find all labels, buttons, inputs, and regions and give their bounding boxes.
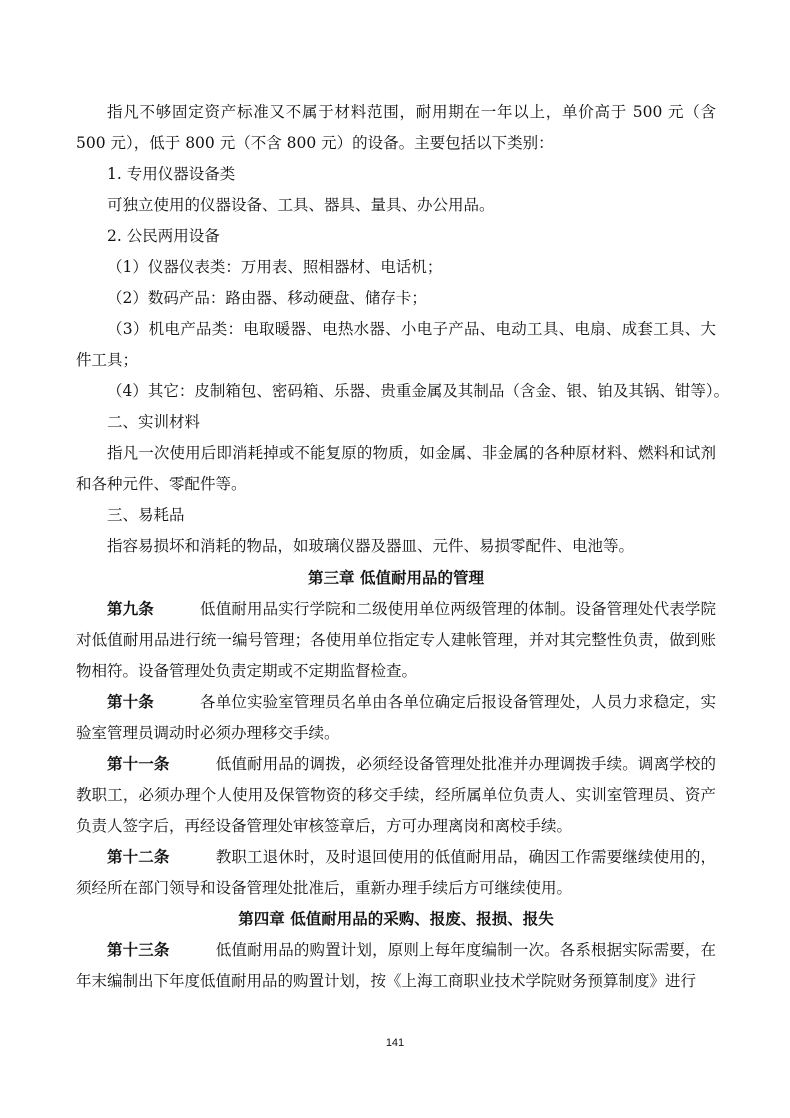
paragraph-item-3: （3）机电产品类：电取暖器、电热水器、小电子产品、电动工具、电扇、成套工具、大件工具；	[76, 320, 716, 369]
paragraph-category-1: 1. 专用仪器设备类	[107, 165, 236, 183]
paragraph-definition: 指凡不够固定资产标准又不属于材料范围，耐用期在一年以上，单价高于 500 元（含 500 元），低于 800 元（不含 800 元）的设备。主要包括以下类别：	[76, 103, 716, 152]
article-label: 第十条	[107, 692, 154, 711]
article-label: 第十二条	[107, 847, 170, 866]
chapter-3-title: 第三章 低值耐用品的管理	[308, 568, 484, 587]
paragraph-category-1-desc: 可独立使用的仪器设备、工具、器具、量具、办公用品。	[107, 196, 495, 214]
article-text: 低值耐用品的购置计划，原则上每年度编制一次。各系根据实际需要，在年末编制出下年度低值耐用品的购置计划，按《上海工商职业技术学院财务预算制度》进行	[76, 941, 716, 990]
article-text: 教职工退休时，及时退回使用的低值耐用品，确因工作需要继续使用的，须经所在部门领导和设备管理处批准后，重新办理手续后方可继续使用。	[76, 848, 716, 897]
page-number: 141	[385, 1037, 405, 1049]
section-heading-training-materials: 二、实训材料	[107, 413, 201, 431]
article-9	[76, 593, 716, 687]
chapter-4-title: 第四章 低值耐用品的采购、报废、报损、报失	[238, 909, 554, 928]
paragraph-training-materials: 指凡一次使用后即消耗掉或不能复原的物质，如金属、非金属的各种原材料、燃料和试剂和各种元件、零配件等。	[76, 444, 716, 493]
paragraph-item-1: （1）仪器仪表类：万用表、照相器材、电话机；	[107, 258, 443, 276]
article-text: 低值耐用品实行学院和二级使用单位两级管理的体制。设备管理处代表学院对低值耐用品进行统一编号管理；各使用单位指定专人建帐管理，并对其完整性负责，做到账物相符。设备管理处负责定期或不定期监督检查。	[76, 600, 716, 680]
article-text: 各单位实验室管理员名单由各单位确定后报设备管理处，人员力求稳定，实验室管理员调动时必须办理移交手续。	[76, 693, 716, 742]
paragraph-consumables: 指容易损坏和消耗的物品，如玻璃仪器及器皿、元件、易损零配件、电池等。	[107, 537, 635, 555]
article-13	[76, 934, 716, 997]
article-label: 第十一条	[107, 754, 170, 773]
paragraph-item-4: （4）其它：皮制箱包、密码箱、乐器、贵重金属及其制品（含金、银、铂及其锅、钳等）。	[107, 382, 730, 400]
article-11	[76, 748, 716, 842]
paragraph-item-2: （2）数码产品：路由器、移动硬盘、储存卡；	[107, 289, 427, 307]
article-text: 低值耐用品的调拨，必须经设备管理处批准并办理调拨手续。调离学校的教职工，必须办理个人使用及保管物资的移交手续，经所属单位负责人、实训室管理员、资产负责人签字后，再经设备管理处审核签章后，方可办理离岗和离校手续。	[76, 755, 716, 835]
article-10	[76, 686, 716, 749]
article-label: 第九条	[107, 599, 154, 618]
paragraph-category-2: 2. 公民两用设备	[107, 227, 220, 245]
section-heading-consumables: 三、易耗品	[107, 506, 185, 524]
article-label: 第十三条	[107, 940, 170, 959]
article-12	[76, 841, 716, 904]
